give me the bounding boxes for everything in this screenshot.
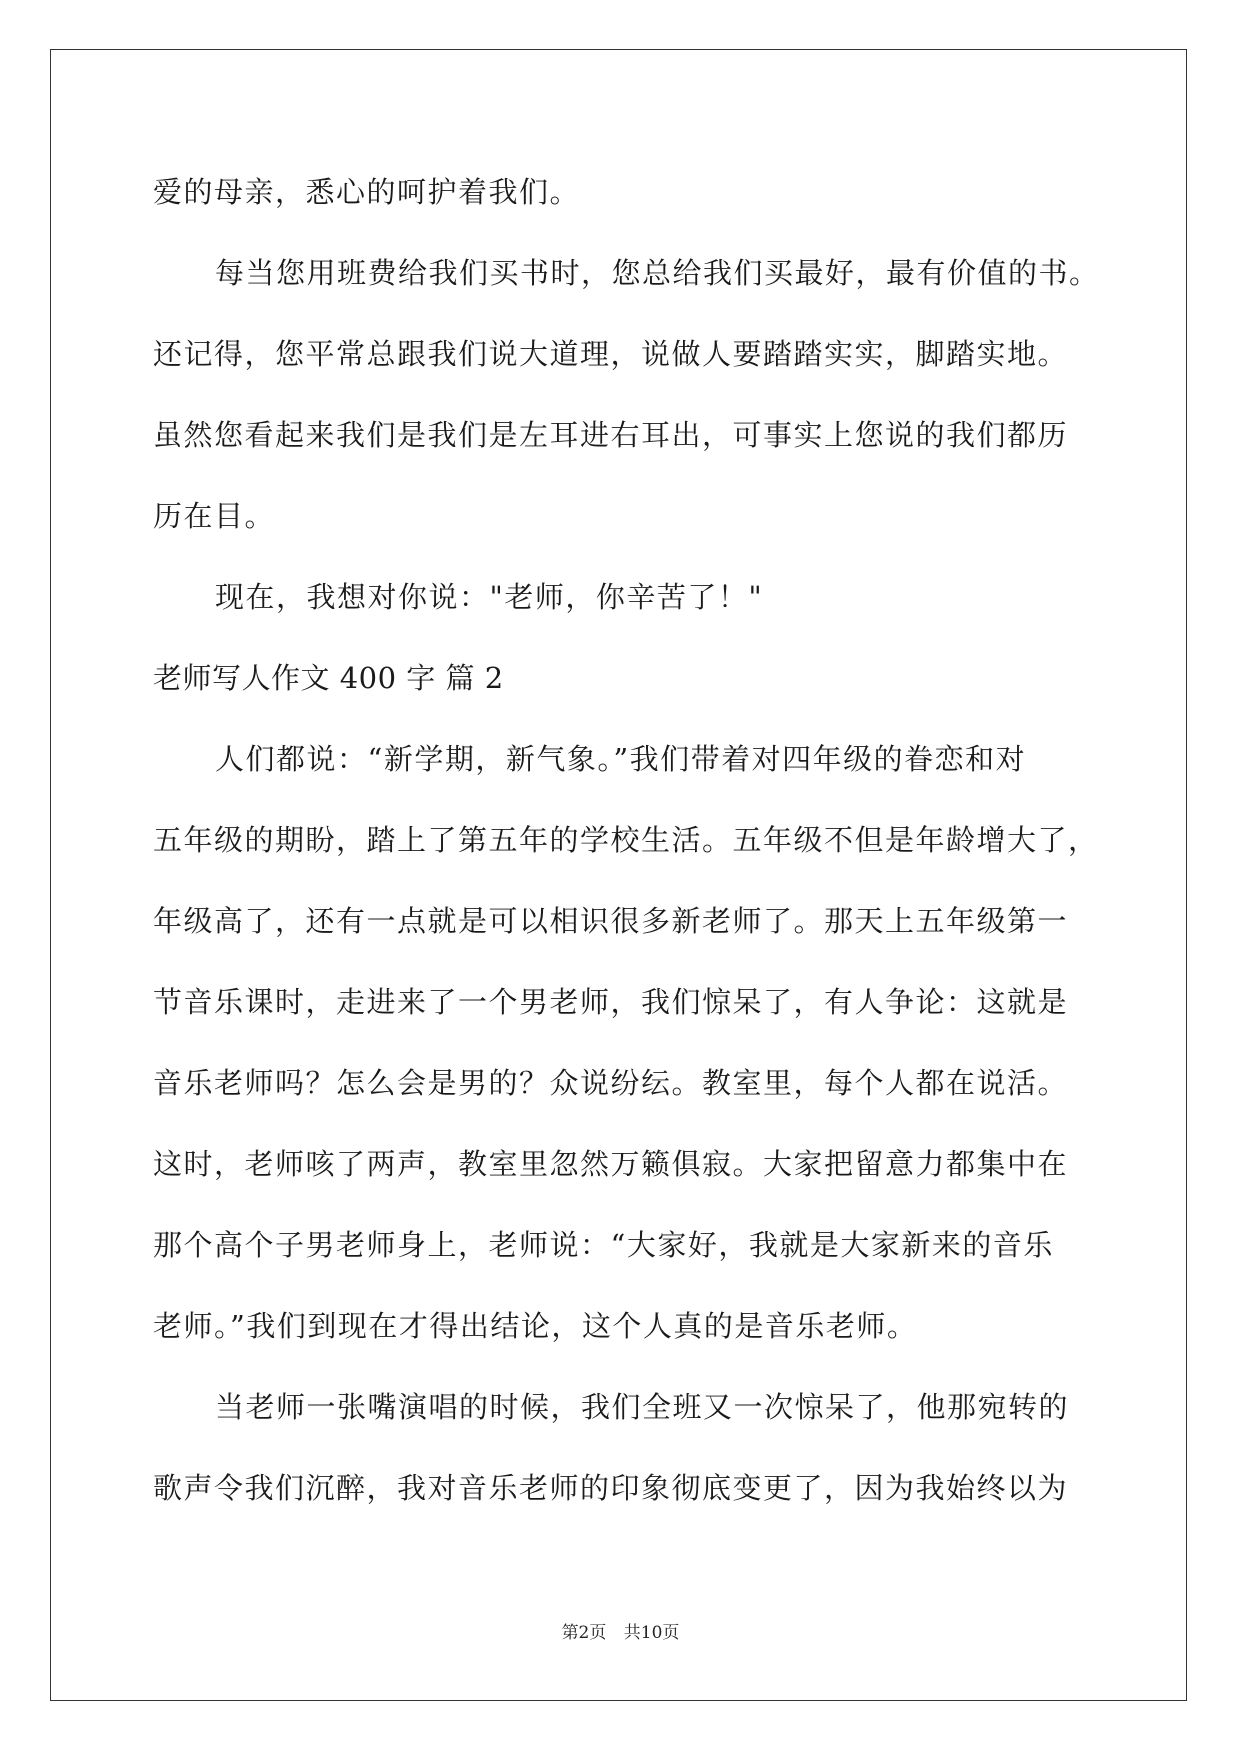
text-line: 虽然您看起来我们是我们是左耳进右耳出，可事实上您说的我们都历	[153, 418, 1069, 452]
paragraph-first-line: 每当您用班费给我们买书时，您总给我们买最好，最有价值的书。	[215, 256, 1100, 290]
paragraph-first-line: 当老师一张嘴演唱的时候，我们全班又一次惊呆了，他那宛转的	[215, 1390, 1070, 1424]
text-line: 那个高个子男老师身上，老师说：“大家好，我就是大家新来的音乐	[153, 1228, 1054, 1262]
paragraph-first-line: 现在，我想对你说："老师，你辛苦了！"	[215, 580, 764, 614]
text-line: 这时，老师咳了两声，教室里忽然万籁俱寂。大家把留意力都集中在	[153, 1147, 1069, 1181]
text-line: 爱的母亲，悉心的呵护着我们。	[153, 175, 581, 209]
text-line: 历在目。	[153, 499, 276, 533]
section-heading: 老师写人作文 400 字 篇 2	[153, 661, 504, 695]
text-line: 音乐老师吗？怎么会是男的？众说纷纭。教室里，每个人都在说活。	[153, 1066, 1069, 1100]
page-footer	[0, 1621, 1241, 1645]
text-line: 还记得，您平常总跟我们说大道理，说做人要踏踏实实，脚踏实地。	[153, 337, 1069, 371]
text-line: 年级高了，还有一点就是可以相识很多新老师了。那天上五年级第一	[153, 904, 1069, 938]
text-line: 老师。”我们到现在才得出结论，这个人真的是音乐老师。	[153, 1309, 918, 1343]
text-line: 节音乐课时，走进来了一个男老师，我们惊呆了，有人争论：这就是	[153, 985, 1069, 1019]
text-line: 歌声令我们沉醉，我对音乐老师的印象彻底变更了，因为我始终以为	[153, 1471, 1069, 1505]
page-border	[50, 49, 1187, 1701]
text-line: 五年级的期盼，踏上了第五年的学校生活。五年级不但是年龄增大了，	[153, 823, 1099, 857]
page-number: 第2页	[561, 1623, 607, 1643]
paragraph-first-line: 人们都说：“新学期，新气象。”我们带着对四年级的眷恋和对	[215, 742, 1027, 776]
page-total: 共10页	[623, 1623, 680, 1643]
